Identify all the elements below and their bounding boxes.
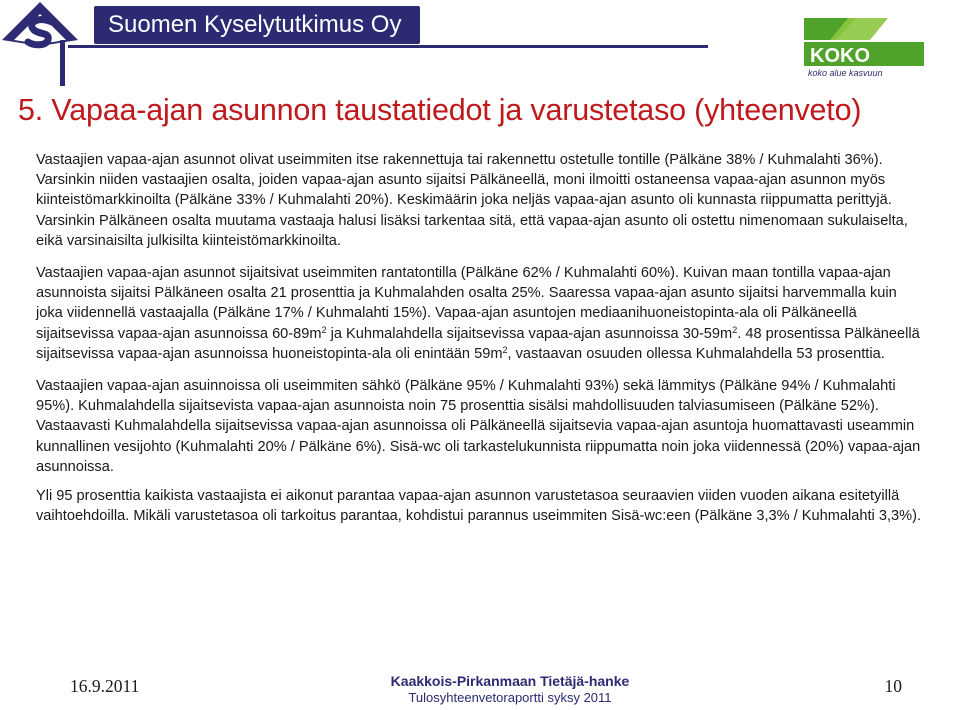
slide-header [0,0,960,90]
paragraph-location-size-part-a: Vastaajien vapaa-ajan asunnot sijaitsivat useimmiten rantatontilla (Pälkäne 62% / Kuhmalahti 60%). Kuivan maan tontilla vapaa-ajan asunnoista sijaitsi Pälkäneen osalta 21 prosenttia ja Kuhmalahden osalta 25%. Saaressa vapaa-ajan asunto sijaitsi harvemmalla kuin joka viidennellä vastaajalla (Pälkäne 17% / Kuhmalahti 15%). Vapaa-ajan asuntojen mediaanihuoneistopinta-ala oli Pälkäneellä sijaitsevissa vapaa-ajan asunnoissa 60-89m [36,265,897,342]
koko-logo-slogan: koko alue kasvuun [808,68,883,78]
paragraph-location-size-part-c: . 48 prosentissa Pälkäneellä sijaitsevissa vapaa-ajan asunnoissa huoneistopinta-ala oli enintään 59m [36,325,920,362]
slide-body [36,150,926,538]
page-number: 10 [884,676,902,696]
footer-center [380,673,640,705]
superscript-2: 2 [732,324,738,335]
footer-project-name: Kaakkois-Pirkanmaan Tietäjä-hanke [390,673,630,689]
footer-date: 16.9.2011 [70,676,140,696]
paragraph-location-size-part-b: ja Kuhmalahdella sijaitsevissa vapaa-ajan asunnoissa 30-59m [326,325,733,342]
brand-name: Suomen Kyselytutkimus Oy [108,11,402,38]
superscript-2: 2 [321,324,327,335]
footer-report-name: Tulosyhteenvetoraportti syksy 2011 [408,690,612,705]
paragraph-improvement-plans: Yli 95 prosenttia kaikista vastaajista ei aikonut parantaa vapaa-ajan asunnon varustetasoa seuraavien viiden vuoden aikana esitetyillä vaihtoehdoilla. Mikäli varustetasoa oli tarkoitus parantaa, kohdistui parannus useimmiten Sisä-wc:een (Pälkäne 3,3% / Kuhmalahti 3,3%). [36,488,922,525]
paragraph-location-size [36,263,926,364]
superscript-2: 2 [502,344,508,355]
paragraph-location-size-part-d: , vastaavan osuuden ollessa Kuhmalahdella 53 prosenttia. [507,345,885,362]
paragraph-amenities: Vastaajien vapaa-ajan asuinnoissa oli useimmiten sähkö (Pälkäne 95% / Kuhmalahti 93%) sekä lämmitys (Pälkäne 94% / Kuhmalahti 95%). Kuhmalahdella sijaitsevista vapaa-ajan asunnoista noin 75 prosenttia sisälsi mahdollisuuden talviasumiseen (Pälkäne 52%). Vastaavasti Kuhmalahdella sijaitsevissa vapaa-ajan asunnoissa oli Pälkäneellä sijaitsevia vapaa-ajan asuntoja huomattavasti useammin kunnallinen vesijohto (Kuhmalahti 20% / Pälkäne 6%). Sisä-wc oli tarkastelukunnista riippumatta noin joka viidennessä (20%) vapaa-ajan asunnoissa. [36,378,921,475]
slide-title: 5. Vapaa-ajan asunnon taustatiedot ja varustetaso (yhteenveto) [18,93,862,127]
koko-logo-text: KOKO [810,45,870,67]
suomen-kyselytutkimus-logo [0,0,92,86]
paragraph-ownership: Vastaajien vapaa-ajan asunnot olivat useimmiten itse rakennettuja tai rakennettu ostetulle tontille (Pälkäne 38% / Kuhmalahti 36%). Varsinkin niiden vastaajien osalta, joiden vapaa-ajan asunto sijaitsi Pälkäneellä, moni ilmoitti ostaneensa vapaa-ajan asunnon myös kiinteistömarkkinoilta (Pälkäne 33% / Kuhmalahti 20%). Keskimäärin joka neljäs vapaa-ajan asunto oli kunnasta riippumatta perittyjä. Varsinkin Pälkäneen osalta muutama vastaaja halusi lisäksi tarkentaa sitä, että vapaa-ajan asunto oli ostettu nimenomaan sukulaiselta, eikä varsinaisilta julkisilta kiinteistömarkkinoilta. [36,152,908,249]
koko-logo [796,10,952,78]
brand-bar [94,6,420,44]
header-divider [68,45,708,48]
